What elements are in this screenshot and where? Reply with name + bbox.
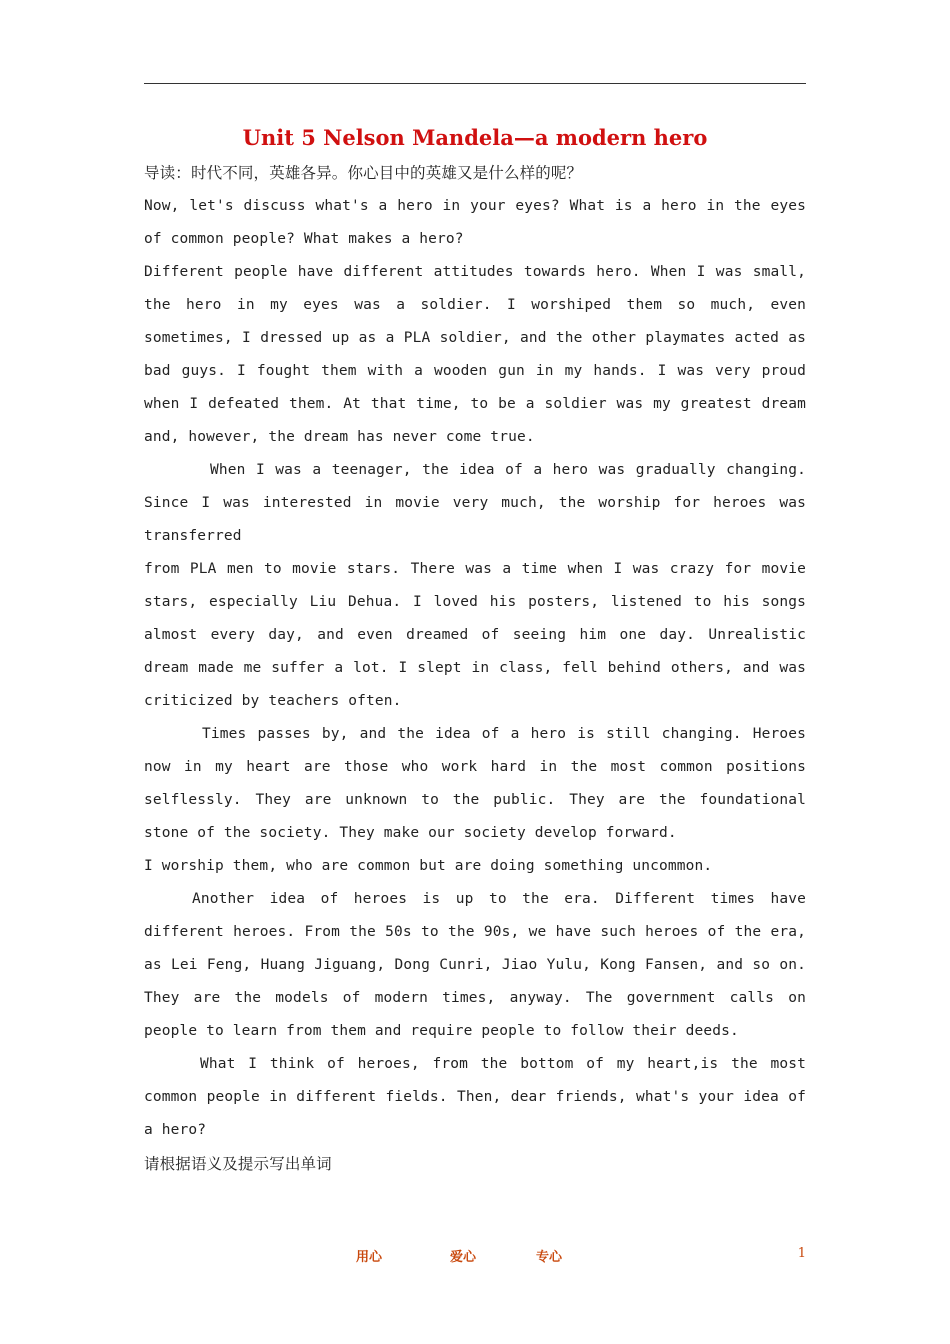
paragraph-6: I worship them, who are common but are doing something uncommon.	[144, 858, 713, 874]
intro-text: 导读：时代不同，英雄各异。你心目中的英雄又是什么样的呢？	[144, 164, 583, 182]
paragraph-1: Now, let's discuss what's a hero in your eyes? What is a hero in the eyes of common people? What makes a hero?	[144, 198, 806, 247]
document-body	[144, 120, 806, 1181]
header-rule	[144, 83, 806, 84]
paragraph-2: Different people have different attitudes towards hero. When I was small, the hero in my eyes was a soldier. I worshiped them so much, even sometimes, I dressed up as a PLA soldier, and the other playmates acted as bad guys. I fought them with a wooden gun in my hands. I was very proud when I defeated them. At that time, to be a soldier was my greatest dream and, however, the dream has never come true.	[144, 264, 806, 445]
paragraph-8: What I think of heroes, from the bottom of my heart,is the most common people in different fields. Then, dear friends, what's your idea of a hero?	[144, 1056, 806, 1138]
paragraph-4: from PLA men to movie stars. There was a time when I was crazy for movie stars, especially Liu Dehua. I loved his posters, listened to his songs almost every day, and even dreamed of seeing him one day. Unrealistic dream made me suffer a lot. I slept in class, fell behind others, and was criticized by teachers often.	[144, 561, 806, 709]
document-title: Unit 5 Nelson Mandela—a modern hero	[242, 125, 708, 150]
page-footer	[144, 1246, 806, 1268]
paragraph-3: When I was a teenager, the idea of a hero was gradually changing. Since I was interested in movie very much, the worship for heroes was transferred	[144, 462, 806, 544]
paragraph-5: Times passes by, and the idea of a hero is still changing. Heroes now in my heart are those who work hard in the most common positions selflessly. They are unknown to the public. They are the foundational stone of the society. They make our society develop forward.	[144, 726, 806, 841]
footer-motto-2: 爱心	[450, 1250, 477, 1265]
footer-motto-3: 专心	[536, 1250, 563, 1265]
instruction-text: 请根据语义及提示写出单词	[144, 1155, 332, 1173]
paragraph-7: Another idea of heroes is up to the era. Different times have different heroes. From the 50s to the 90s, we have such heroes of the era, as Lei Feng, Huang Jiguang, Dong Cunri, Jiao Yulu, Kong Fansen, and so on. They are the models of modern times, anyway. The government calls on people to learn from them and require people to follow their deeds.	[144, 891, 806, 1039]
footer-motto-1: 用心	[356, 1250, 383, 1265]
page-number: 1	[797, 1246, 806, 1261]
